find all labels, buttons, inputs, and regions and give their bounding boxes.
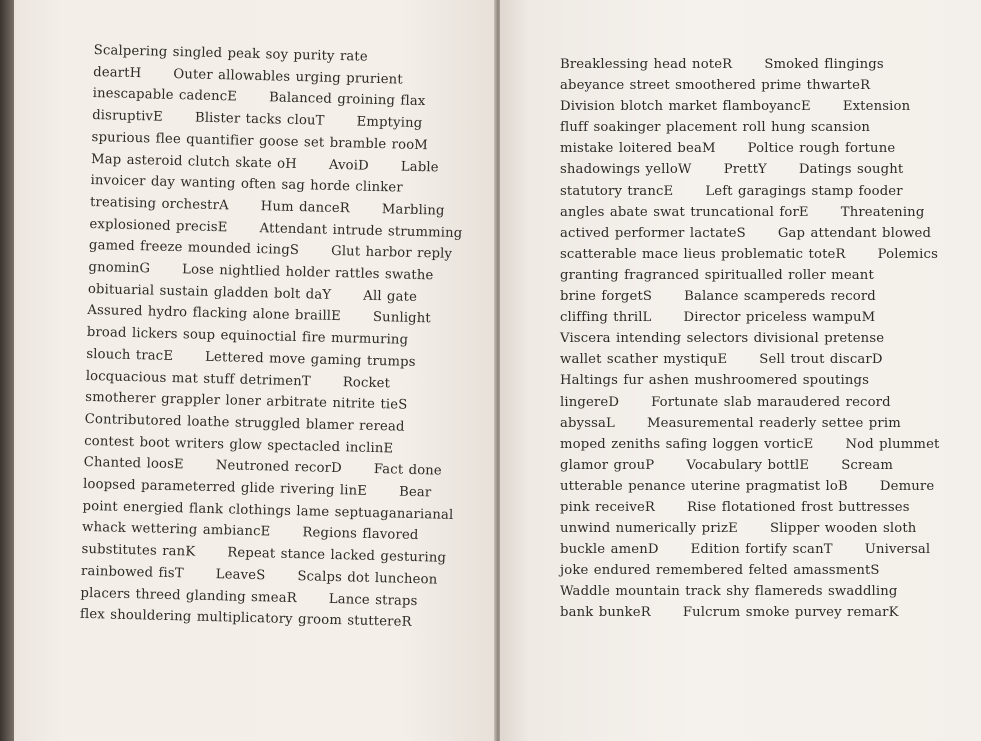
text-line: bank bunkeR Fulcrum smoke purvey remarK xyxy=(560,605,899,621)
text-line: Viscera intending selectors divisional pretense xyxy=(560,331,885,347)
text-line: buckle amenD Edition fortify scanT Universal xyxy=(560,542,931,558)
text-line: shadowings yelloW PrettY Datings sought xyxy=(560,162,904,178)
text-line: wallet scather mystiquE Sell trout discarD xyxy=(560,352,883,368)
text-line: rainbowed fisT LeaveS Scalps dot luncheon xyxy=(80,563,438,588)
text-line: utterable penance uterine pragmatist loB Demure xyxy=(560,478,935,494)
text-line: contest boot writers glow spectacled inclinE xyxy=(84,433,394,457)
text-line: smotherer grappler loner arbitrate nitrite tieS xyxy=(85,390,408,414)
text-line: invoicer day wanting often sag horde clinker xyxy=(90,173,403,196)
text-line: abyssaL Measuremental readerly settee prim xyxy=(560,415,901,431)
left-page xyxy=(14,0,496,741)
text-line: lingereD Fortunate slab maraudered record xyxy=(560,394,891,410)
text-line: obituarial sustain gladden bolt daY All gate xyxy=(87,281,418,305)
text-line: loopsed parameterred glide rivering linE Bear xyxy=(82,476,432,501)
text-line: locquacious mat stuff detrimenT Rocket xyxy=(85,368,391,391)
text-line: point energied flank clothings lame septuaganarianal xyxy=(82,498,454,523)
text-line: cliffing thrilL Director priceless wampuM xyxy=(560,310,876,326)
text-line: mistake loitered beaM Poltice rough fortune xyxy=(560,141,896,157)
text-line: joke endured remembered felted amassmentS xyxy=(560,563,880,579)
text-line: gnominG Lose nightlied holder rattles swathe xyxy=(88,259,434,284)
right-page xyxy=(500,0,981,741)
text-line: flex shouldering multiplicatory groom stuttereR xyxy=(79,607,412,631)
text-line: spurious flee quantifier goose set bramble rooM xyxy=(91,129,429,153)
text-line: actived performer lactateS Gap attendant blowed xyxy=(560,225,932,241)
book-edge xyxy=(0,0,14,741)
text-line: scatterable mace lieus problematic toteR Polemics xyxy=(560,246,938,262)
text-line: whack wettering ambiancE Regions flavored xyxy=(81,520,419,544)
left-page-text xyxy=(80,40,474,635)
text-line: glamor grouP Vocabulary bottlE Scream xyxy=(560,457,894,473)
text-line: Breaklessing head noteR Smoked flingings xyxy=(560,57,884,72)
text-line: Assured hydro flacking alone braillE Sunlight xyxy=(87,303,432,327)
text-line: placers threed glanding smeaR Lance straps xyxy=(80,585,418,609)
text-line: slouch tracE Lettered move gaming trumps xyxy=(86,346,416,370)
text-line: Contributored loathe struggled blamer reread xyxy=(84,411,405,435)
text-line: angles abate swat truncational forE Threatening xyxy=(560,204,925,220)
text-line: Scalpering singled peak soy purity rate xyxy=(93,42,368,65)
text-line: gamed freeze mounded icingS Glut harbor reply xyxy=(88,238,453,263)
text-line: substitutes ranK Repeat stance lacked gesturing xyxy=(81,542,447,566)
text-line: moped zeniths safing loggen vorticE Nod plummet xyxy=(560,436,940,452)
text-line: statutory trancE Left garagings stamp fooder xyxy=(560,183,903,199)
text-line: deartH Outer allowables urging prurient xyxy=(93,64,403,88)
text-line: Haltings fur ashen mushroomered spoutings xyxy=(560,373,869,389)
text-line: pink receiveR Rise flotationed frost buttresses xyxy=(560,499,910,515)
right-page-text xyxy=(560,54,980,624)
text-line: Chanted loosE Neutroned recorD Fact done xyxy=(83,455,443,479)
text-line: granting fragranced spiritualled roller meant xyxy=(560,267,874,283)
text-line: broad lickers soup equinoctial fire murmuring xyxy=(86,325,409,348)
text-line: Waddle mountain track shy flamereds swaddling xyxy=(560,584,898,600)
text-line: inescapable cadencE Balanced groining flax xyxy=(92,86,426,110)
text-line: unwind numerically prizE Slipper wooden sloth xyxy=(560,521,917,537)
text-line: Map asteroid clutch skate oH AvoiD Lable xyxy=(90,151,439,175)
text-line: treatising orchestrA Hum danceR Marbling xyxy=(89,194,445,219)
text-line: abeyance street smoothered prime thwarteR xyxy=(560,78,871,94)
text-line: brine forgetS Balance scampereds record xyxy=(560,289,876,305)
text-line: disruptivE Blister tacks clouT Emptying xyxy=(91,108,423,132)
text-line: Division blotch market flamboyancE Extension xyxy=(560,99,911,115)
text-line: explosioned precisE Attendant intrude strumming xyxy=(89,216,463,241)
text-line: fluff soakinger placement roll hung scansion xyxy=(560,120,871,136)
